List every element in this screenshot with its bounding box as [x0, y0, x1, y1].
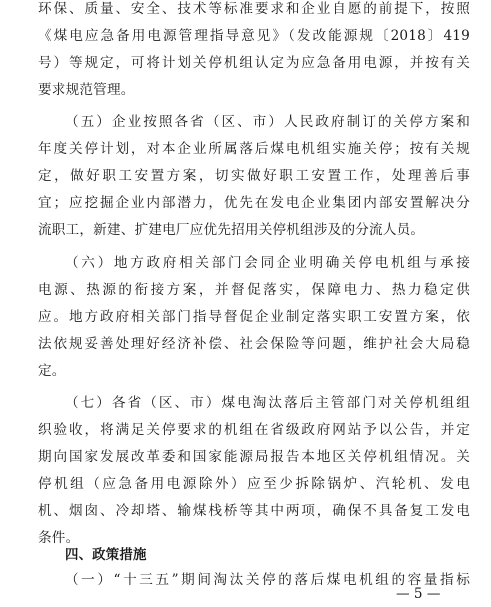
text-line: 年度关停计划，对本企业所属落后煤电机组实施关停；按有关规 — [38, 141, 470, 157]
text-line: 条件。 — [38, 530, 80, 546]
page-number: — 5 — — [396, 586, 441, 602]
text-line: 应。地方政府相关部门指导督促企业制定落实职工安置方案，依 — [38, 309, 470, 325]
text-line: 环保、质量、安全、技术等标准要求和企业自愿的前提下，按照 — [38, 1, 470, 17]
text-line: 停机组（应急备用电源除外）应至少拆除锅炉、汽轮机、发电 — [38, 476, 470, 492]
text-line: 机、烟囱、冷却塔、输煤栈桥等其中两项，确保不具备复工发电 — [38, 503, 470, 519]
section-heading: 四、政策措施 — [65, 548, 147, 563]
text-line: 《煤电应急备用电源管理指导意见》（发改能源规〔2018〕419 — [38, 28, 470, 44]
paragraph-five-start: （五）企业按照各省（区、市）人民政府制订的关停方案和 — [65, 114, 470, 130]
text-line: 电源、热源的衔接方案，并督促落实，保障电力、热力稳定供 — [38, 282, 470, 298]
text-line: 定，做好职工安置方案，切实做好职工安置工作，处理善后事 — [38, 168, 470, 184]
paragraph-seven-start: （七）各省（区、市）煤电淘汰落后主管部门对关停机组组 — [65, 395, 470, 411]
document-page — [38, 0, 470, 607]
text-line: 号）等规定，可将计划关停机组认定为应急备用电源，并按有关 — [38, 55, 470, 71]
text-line: 法依规妥善处理好经济补偿、社会保险等问题，维护社会大局稳 — [38, 336, 470, 352]
text-line: 定。 — [38, 363, 66, 379]
paragraph-six-start: （六）地方政府相关部门会同企业明确关停电机组与承接 — [65, 255, 470, 271]
paragraph-policy-start: （一）“十三五”期间淘汰关停的落后煤电机组的容量指标 — [65, 572, 470, 588]
text-line: 要求规范管理。 — [38, 82, 135, 98]
text-line: 宜；应挖掘企业内部潜力，优先在发电企业集团内部安置解决分 — [38, 195, 470, 211]
text-line: 织验收，将满足关停要求的机组在省级政府网站予以公告，并定 — [38, 422, 470, 438]
text-line: 流职工，新建、扩建电厂应优先招用关停机组涉及的分流人员。 — [38, 222, 425, 238]
text-line: 期向国家发展改革委和国家能源局报告本地区关停机组情况。关 — [38, 449, 470, 465]
